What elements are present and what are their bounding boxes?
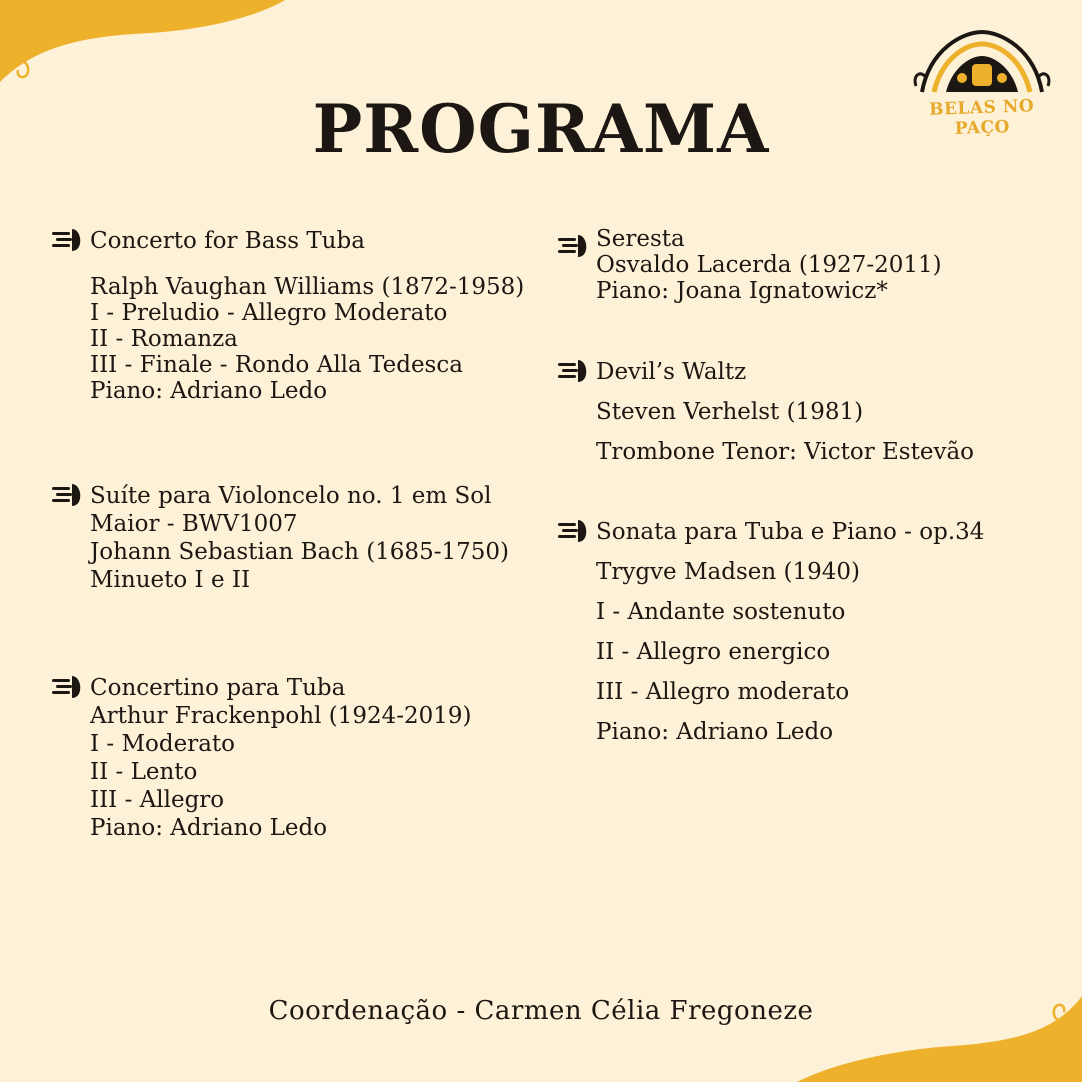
piece-line: III - Finale - Rondo Alla Tedesca xyxy=(90,352,463,378)
piece-line: I - Moderato xyxy=(90,731,236,757)
logo-arch-icon xyxy=(912,26,1052,106)
piece-title: Sonata para Tuba e Piano - op.34 xyxy=(596,519,985,545)
piece-line: Maior - BWV1007 xyxy=(90,511,298,537)
music-note-icon xyxy=(556,232,592,260)
logo-text: BELAS NO PAÇO xyxy=(928,96,1035,139)
piece-line: Piano: Joana Ignatowicz* xyxy=(596,278,888,304)
piece-line: Piano: Adriano Ledo xyxy=(90,815,328,841)
piece-line: Trygve Madsen (1940) xyxy=(596,559,860,585)
music-note-icon xyxy=(50,481,86,509)
music-note-icon xyxy=(556,357,592,385)
music-note-icon xyxy=(50,226,86,254)
piece-line: Trombone Tenor: Victor Estevão xyxy=(596,439,975,465)
piece-title: Seresta xyxy=(596,226,685,252)
piece-line: III - Allegro moderato xyxy=(596,679,850,705)
piece-line: II - Lento xyxy=(90,759,198,785)
music-note-icon xyxy=(556,517,592,545)
piece-line: Minueto I e II xyxy=(90,567,251,593)
page-title: PROGRAMA xyxy=(312,90,770,168)
corner-wave-bottom-right xyxy=(782,972,1082,1082)
piece-line: Johann Sebastian Bach (1685-1750) xyxy=(90,539,509,565)
piece-line: II - Romanza xyxy=(90,326,238,352)
piece-line: I - Preludio - Allegro Moderato xyxy=(90,300,448,326)
piece-line: Ralph Vaughan Williams (1872-1958) xyxy=(90,274,525,300)
footer-coordination: Coordenação - Carmen Célia Fregoneze xyxy=(268,996,814,1026)
piece-line: I - Andante sostenuto xyxy=(596,599,846,625)
piece-title: Suíte para Violoncelo no. 1 em Sol xyxy=(90,483,492,509)
piece-line: Steven Verhelst (1981) xyxy=(596,399,864,425)
piece-line: Osvaldo Lacerda (1927-2011) xyxy=(596,252,942,278)
piece-line: Arthur Frackenpohl (1924-2019) xyxy=(90,703,472,729)
piece-title: Concertino para Tuba xyxy=(90,675,346,701)
piece-line: Piano: Adriano Ledo xyxy=(90,378,328,404)
piece-title: Concerto for Bass Tuba xyxy=(90,228,365,254)
piece-title: Devil’s Waltz xyxy=(596,359,747,385)
corner-wave-top-left xyxy=(0,0,300,110)
piece-line: Piano: Adriano Ledo xyxy=(596,719,834,745)
piece-line: II - Allegro energico xyxy=(596,639,831,665)
piece-line: III - Allegro xyxy=(90,787,225,813)
music-note-icon xyxy=(50,673,86,701)
